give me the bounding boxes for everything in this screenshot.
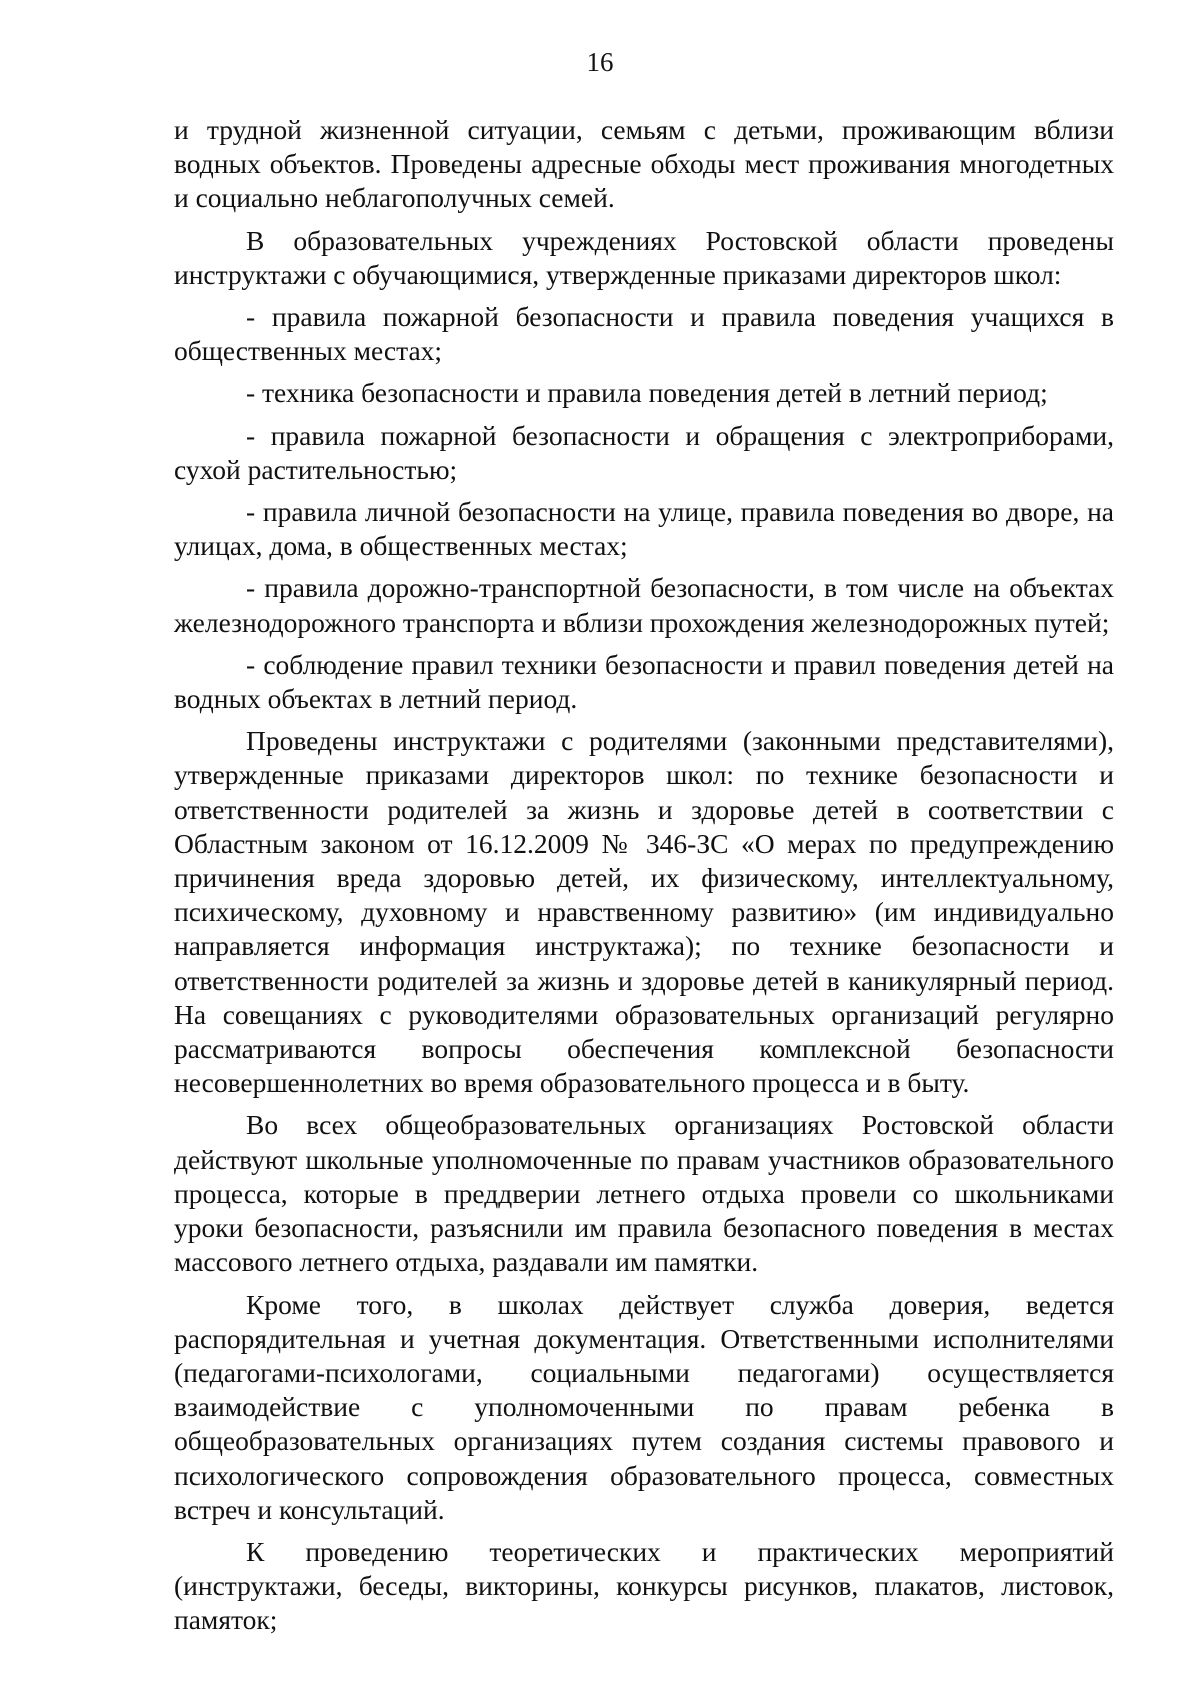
list-item: - правила личной безопасности на улице, правила поведения во дворе, на улицах, дома, в общественных местах; (174, 496, 1114, 562)
paragraph: и трудной жизненной ситуации, семьям с детьми, проживающим вблизи водных объектов. Проведены адресные обходы мест проживания многодетных и социально неблагополучных семей. (174, 114, 1114, 214)
page-number: 16 (586, 47, 614, 77)
list-item: - правила дорожно-транспортной безопасности, в том числе на объектах железнодорожного транспорта и вблизи прохождения железнодорожных путей; (174, 572, 1114, 638)
document-body (174, 113, 1114, 1646)
paragraph: К проведению теоретических и практических мероприятий (инструктажи, беседы, викторины, конкурсы рисунков, плакатов, листовок, памяток; (174, 1535, 1114, 1636)
paragraph: Кроме того, в школах действует служба доверия, ведется распорядительная и учетная документация. Ответственными исполнителями (педагогами-психологами, социальными педагогами) осуществляется взаимодействие с уполномоченными по правам ребенка в общеобразовательных организациях путем создания системы правового и психологического сопровождения образовательного процесса, совместных встреч и консультаций. (174, 1288, 1114, 1525)
list-item: - техника безопасности и правила поведения детей в летний период; (246, 377, 1048, 409)
paragraph: В образовательных учреждениях Ростовской области проведены инструктажи с обучающимися, утвержденные приказами директоров школ: (174, 224, 1114, 290)
list-item: - правила пожарной безопасности и обращения с электроприборами, сухой растительностью; (174, 419, 1114, 485)
paragraph: Проведены инструктажи с родителями (законными представителями), утвержденные приказами директоров школ: по технике безопасности и ответственности родителей за жизнь и здоровье детей в соответствии с Областным законом от 16.12.2009 № 346-ЗС «О мерах по предупреждению причинения вреда здоровью детей, их физическому, интеллектуальному, психическому, духовному и нравственному развитию» (им индивидуально направляется информация инструктажа); по технике безопасности и ответственности родителей за жизнь и здоровье детей в каникулярный период. На совещаниях с руководителями образовательных организаций регулярно рассматриваются вопросы обеспечения комплексной безопасности несовершеннолетних во время образовательного процесса и в быту. (174, 725, 1114, 1099)
paragraph: Во всех общеобразовательных организациях Ростовской области действуют школьные уполномоченные по правам участников образовательного процесса, которые в преддверии летнего отдыха провели со школьниками уроки безопасности, разъяснили им правила безопасного поведения в местах массового летнего отдыха, раздавали им памятки. (174, 1109, 1114, 1278)
list-item: - соблюдение правил техники безопасности и правил поведения детей на водных объектах в летний период. (174, 648, 1114, 715)
list-item: - правила пожарной безопасности и правила поведения учащихся в общественных местах; (174, 301, 1114, 367)
